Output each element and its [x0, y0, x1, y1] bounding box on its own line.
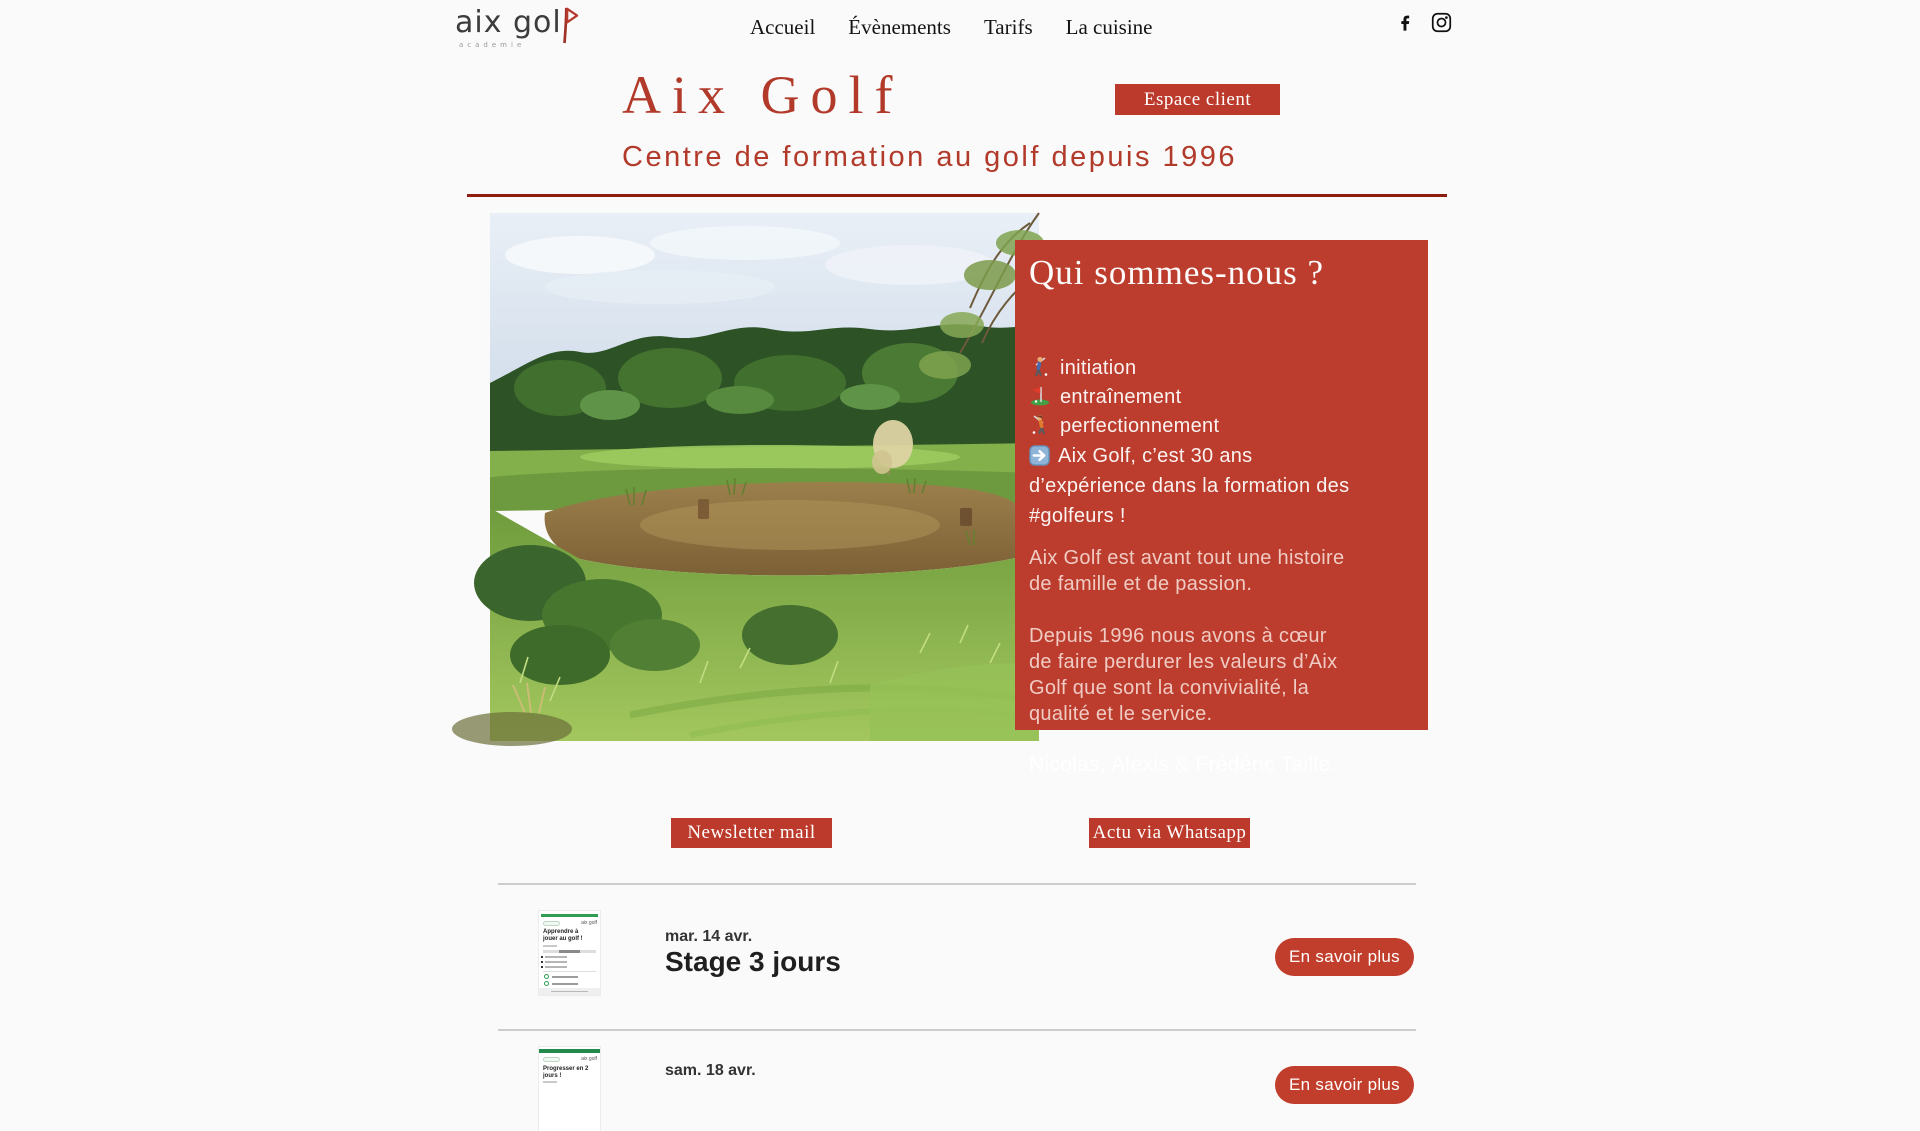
about-title: Qui sommes-nous ? [1029, 253, 1325, 292]
bullet-text: initiation [1060, 357, 1137, 379]
logo-text: aix gol [455, 5, 562, 40]
newsletter-button[interactable]: Newsletter mail [671, 818, 832, 848]
whatsapp-button[interactable]: Actu via Whatsapp [1089, 818, 1250, 848]
golfer-woman-emoji-icon [1029, 413, 1051, 441]
page-subtitle: Centre de formation au golf depuis 1996 [622, 141, 1238, 173]
event-date: mar. 14 avr. [665, 928, 753, 945]
event-flyer-thumbnail[interactable] [539, 911, 600, 995]
header-divider [467, 194, 1447, 197]
flyer-icon-line [552, 983, 578, 985]
about-bullet-perfectionnement [1029, 412, 1404, 441]
flyer-list-line [545, 966, 567, 968]
bullet-text: perfectionnement [1060, 415, 1220, 437]
flyer-icon-line [552, 976, 578, 978]
events-divider-top [498, 883, 1416, 885]
flyer-footer-bar [539, 988, 600, 995]
flyer-title: Apprendre à jouer au golf ! [543, 929, 583, 942]
facebook-icon[interactable] [1396, 13, 1416, 33]
flyer-circle-icon [544, 981, 549, 986]
about-bullet-entrainement [1029, 383, 1404, 412]
espace-client-button[interactable]: Espace client [1115, 84, 1280, 115]
instagram-icon[interactable] [1431, 12, 1452, 33]
flyer-rule [543, 971, 596, 972]
flyer-list-line [545, 961, 567, 963]
about-signature: Nicolas, Alexis & Frédéric Taille. [1029, 753, 1337, 776]
event-date: sam. 18 avr. [665, 1062, 756, 1079]
events-divider-middle [498, 1029, 1416, 1031]
event-title: Stage 3 jours [665, 946, 841, 977]
nav-item-tarifs[interactable]: Tarifs [983, 15, 1033, 39]
flyer-microtext [543, 1081, 557, 1083]
main-nav [750, 15, 1153, 40]
flyer-brand: aix golf [581, 920, 597, 926]
arrow-right-emoji-icon [1029, 445, 1058, 467]
about-panel [1015, 240, 1428, 776]
event-details-button[interactable]: En savoir plus [1275, 938, 1414, 976]
flyer-badge [543, 1057, 560, 1062]
bullet-text: entraînement [1060, 386, 1182, 408]
flyer-microtext [543, 945, 557, 947]
about-bullet-initiation [1029, 354, 1404, 383]
golf-flag-emoji-icon [1029, 384, 1051, 412]
flyer-green-bar [541, 914, 598, 917]
about-bullet-experience [1029, 441, 1359, 531]
event-details-button[interactable]: En savoir plus [1275, 1066, 1414, 1104]
logo-subtext: academie [459, 41, 526, 49]
flyer-title: Progresser en 2 jours ! [543, 1066, 589, 1079]
about-paragraph-1: Aix Golf est avant tout une histoire de famille et de passion. [1029, 547, 1345, 595]
flyer-brand: aix golf [581, 1056, 597, 1062]
flyer-circle-icon [544, 974, 549, 979]
flyer-badge [543, 921, 560, 926]
site-logo[interactable] [455, 4, 578, 51]
nav-item-la-cuisine[interactable]: La cuisine [1065, 15, 1153, 39]
nav-item-accueil[interactable]: Accueil [750, 15, 816, 39]
golfer-man-emoji-icon [1029, 355, 1051, 383]
golf-course-photo [490, 213, 1039, 741]
nav-item-evenements[interactable]: Évènements [848, 15, 951, 39]
flyer-tagline [543, 950, 596, 953]
golf-flag-logo-icon [560, 4, 578, 51]
about-paragraph-2: Depuis 1996 nous avons à cœur de faire perdurer les valeurs d’Aix Golf que sont la convivialité, la qualité et le service. [1029, 625, 1338, 725]
flyer-green-bar [539, 1049, 600, 1053]
bullet-text: Aix Golf, c’est 30 ans d’expérience dans la formation des #golfeurs ! [1029, 445, 1350, 527]
flyer-list-line [545, 956, 567, 958]
page-title: Aix Golf [622, 65, 904, 125]
event-flyer-thumbnail[interactable] [539, 1047, 600, 1131]
social-links [1396, 12, 1452, 33]
